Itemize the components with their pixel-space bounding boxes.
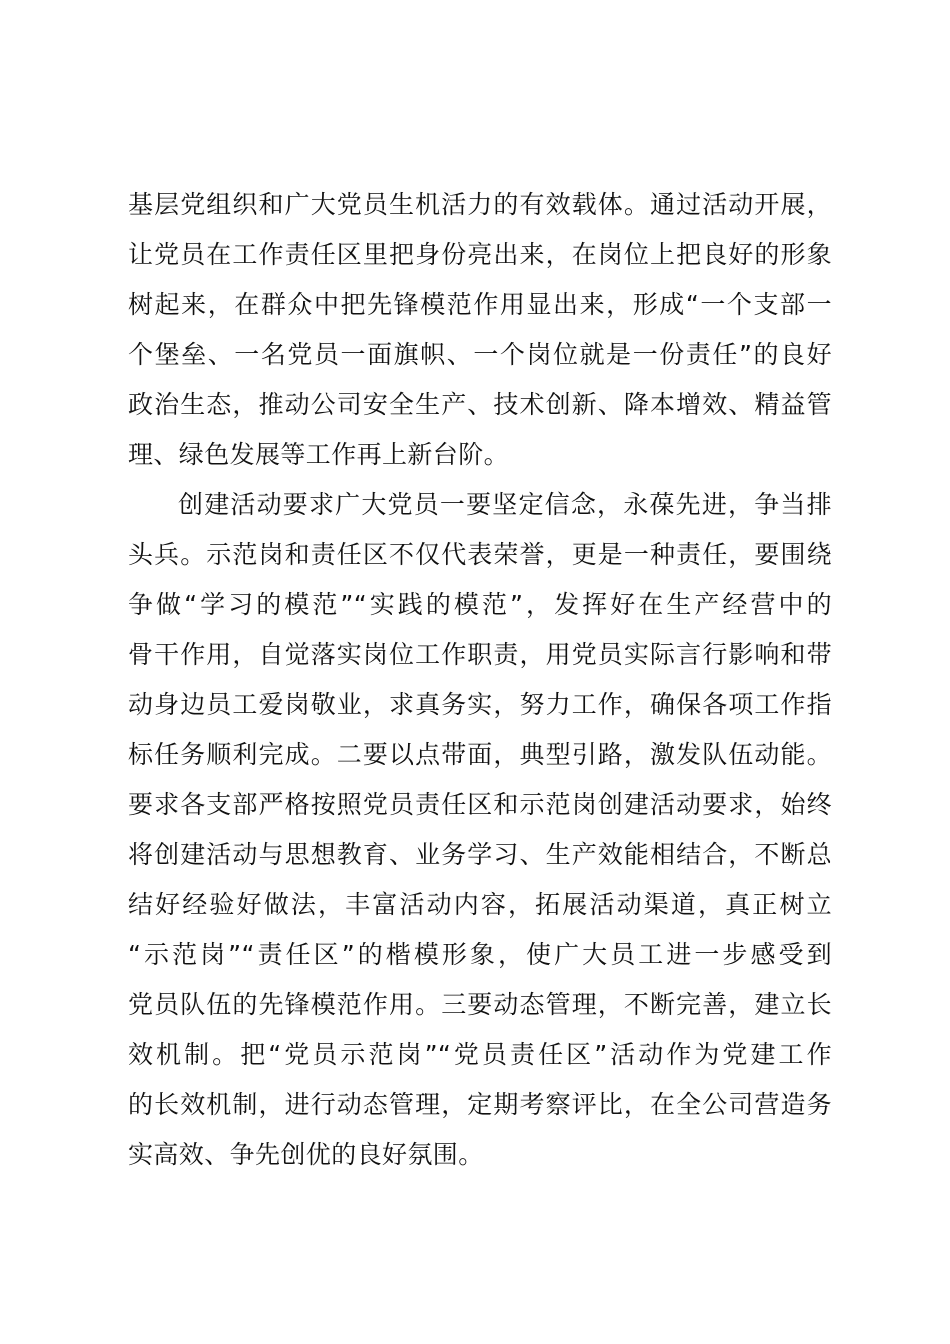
text-line: 效机制。把“党员示范岗”“党员责任区”活动作为党建工作 <box>128 1040 832 1069</box>
text-line: 创建活动要求广大党员一要坚定信念，永葆先进，争当排 <box>178 490 832 519</box>
text-line: 基层党组织和广大党员生机活力的有效载体。通过活动开展， <box>128 190 832 219</box>
text-line: 实高效、争先创优的良好氛围。 <box>128 1140 484 1169</box>
paragraph-2 <box>128 480 832 1180</box>
text-line: “示范岗”“责任区”的楷模形象，使广大员工进一步感受到 <box>128 940 832 969</box>
text-line: 争做“学习的模范”“实践的模范”，发挥好在生产经营中的 <box>128 590 832 619</box>
paragraph-1 <box>128 180 832 480</box>
text-line: 理、绿色发展等工作再上新台阶。 <box>128 440 510 469</box>
text-line: 标任务顺利完成。二要以点带面，典型引路，激发队伍动能。 <box>128 740 832 769</box>
text-line: 结好经验好做法，丰富活动内容，拓展活动渠道，真正树立 <box>128 890 832 919</box>
text-line: 让党员在工作责任区里把身份亮出来，在岗位上把良好的形象 <box>128 240 832 269</box>
document-body <box>128 180 832 1180</box>
text-line: 动身边员工爱岗敬业，求真务实，努力工作，确保各项工作指 <box>128 690 832 719</box>
text-line: 政治生态，推动公司安全生产、技术创新、降本增效、精益管 <box>128 390 832 419</box>
text-line: 将创建活动与思想教育、业务学习、生产效能相结合，不断总 <box>128 840 832 869</box>
text-line: 要求各支部严格按照党员责任区和示范岗创建活动要求，始终 <box>128 790 832 819</box>
text-line: 树起来，在群众中把先锋模范作用显出来，形成“一个支部一 <box>128 290 832 319</box>
text-line: 骨干作用，自觉落实岗位工作职责，用党员实际言行影响和带 <box>128 640 832 669</box>
text-line: 个堡垒、一名党员一面旗帜、一个岗位就是一份责任”的良好 <box>128 340 832 369</box>
text-line: 头兵。示范岗和责任区不仅代表荣誉，更是一种责任，要围绕 <box>128 540 832 569</box>
text-line: 的长效机制，进行动态管理，定期考察评比，在全公司营造务 <box>128 1090 832 1119</box>
text-line: 党员队伍的先锋模范作用。三要动态管理，不断完善，建立长 <box>128 990 832 1019</box>
